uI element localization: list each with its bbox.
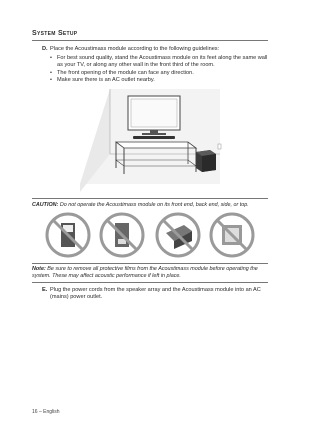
- section-divider: [32, 40, 268, 41]
- page-footer: 16 – English: [32, 409, 60, 415]
- no-front-end-icon: [47, 214, 89, 256]
- bullet-item: • Make sure there is an AC outlet nearby.: [50, 77, 268, 84]
- note-text: Be sure to remove all protective films from the Acoustimass module before operating the system. These may affect acoustic performance if left in place.: [32, 266, 258, 279]
- caution-divider: [32, 198, 268, 199]
- no-top-icon: [211, 214, 253, 256]
- no-side-icon: [157, 214, 199, 256]
- no-back-end-icon: [101, 214, 143, 256]
- caution-block: [32, 202, 272, 209]
- bullet-item: • For best sound quality, stand the Acoustimass module on its feet along the same wall as your TV, or along any other wall in the front third of the room.: [50, 55, 268, 69]
- section-title: System Setup: [32, 30, 78, 37]
- note-divider: [32, 263, 268, 264]
- note-bottom-divider: [32, 282, 268, 283]
- step-e-text: Plug the power cords from the speaker array and the Acoustimass module into an AC (mains) power outlet.: [50, 287, 261, 300]
- caution-text: Do not operate the Acoustimass module on its front end, back end, side, or top.: [59, 202, 249, 208]
- caution-label: CAUTION:: [32, 202, 59, 208]
- prohibition-icons: [44, 212, 256, 258]
- note-label: Note:: [32, 266, 46, 272]
- step-d-bullets: [50, 55, 268, 85]
- step-d-text: Place the Acoustimass module according to the following guidelines:: [50, 46, 220, 52]
- bullet-item: • The front opening of the module can face any direction.: [50, 70, 268, 77]
- note-block: [32, 266, 272, 280]
- room-setup-illustration: [70, 84, 230, 194]
- step-d-letter: D.: [42, 46, 48, 52]
- step-e-letter: E.: [42, 287, 48, 293]
